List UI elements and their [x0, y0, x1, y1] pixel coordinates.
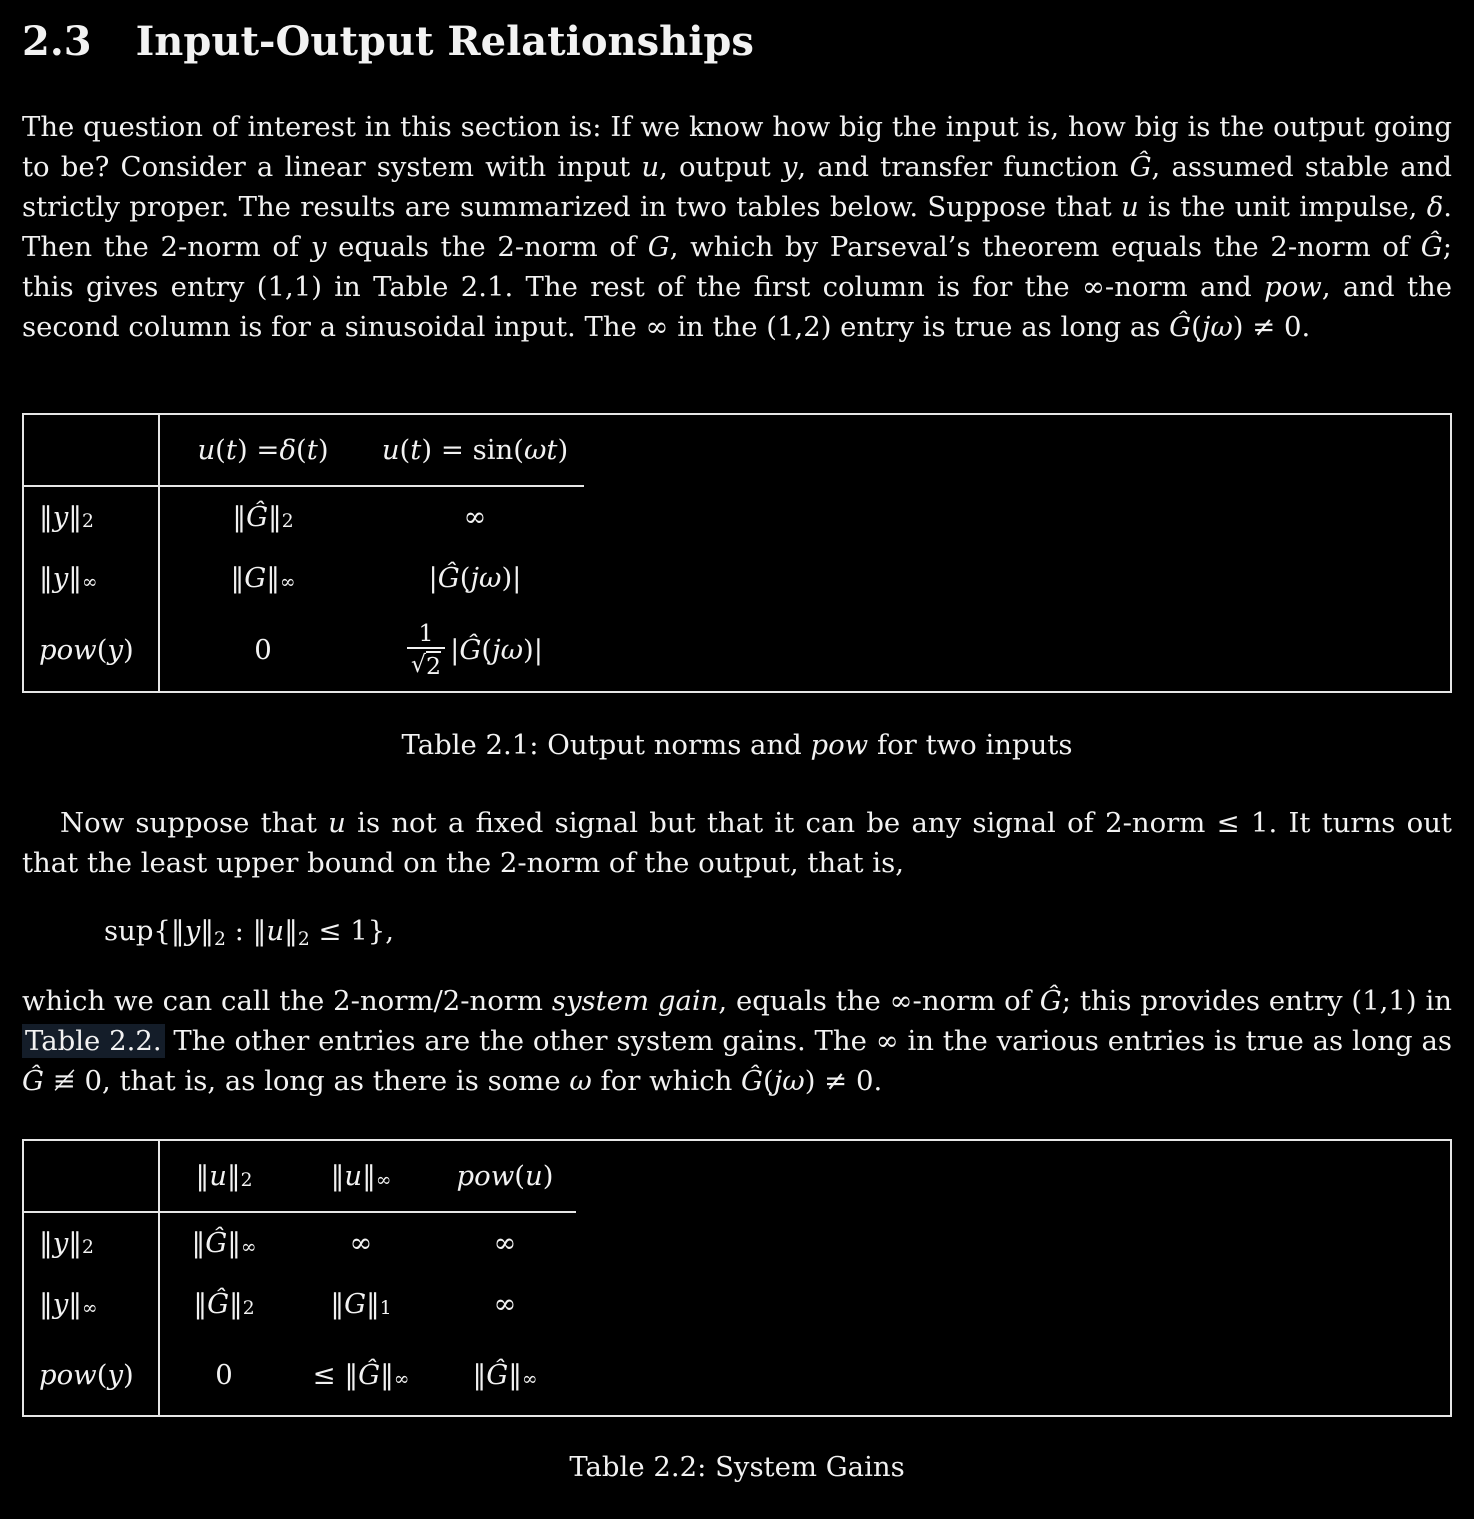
table-row-label: ‖ y ‖ $_2$ [24, 487, 160, 547]
table-cell: ∞ [349, 1227, 373, 1259]
table-cell: ∞ [493, 1288, 517, 1320]
radical-sign: √ [410, 650, 427, 678]
table-2-2-link[interactable]: Table 2.2. [22, 1024, 165, 1058]
table-row-label: pow ( y ) [24, 609, 160, 691]
table-cell: 0 [254, 634, 272, 666]
table-row-label: ‖ y ‖ $_\infty$ [24, 547, 160, 609]
table-row-label: ‖ y ‖ $_\infty$ [24, 1273, 160, 1335]
table-corner-cell [24, 1141, 160, 1213]
section-title: Input-Output Relationships [135, 18, 754, 65]
table-cell: ‖ G ‖ $_\infty$ [230, 562, 296, 594]
table-column-header: pow ( u ) [434, 1141, 576, 1213]
radical-argument: 2 [426, 652, 442, 680]
table-column-header: ‖ u ‖ $_2$ [160, 1141, 288, 1213]
table-column-header: ‖ u ‖ $_\infty$ [288, 1141, 434, 1213]
paragraph-system-gain: which we can call the 2-norm/2-norm system gain, equals the ∞-norm of Ĝ; this provides entry (1,1) in Table 2.2. The other entries are the other system gains. The ∞ in the various entries is true as long as Ĝ ≢ 0, that is, as long as there is some ω for which Ĝ(jω) ≠ 0. [22, 985, 1452, 1097]
fraction-denominator [407, 647, 445, 680]
display-formula: $sup\{‖y‖_2$ : $‖u‖_2 \le 1$}, [104, 915, 394, 951]
table-cell-fraction [366, 609, 584, 691]
table-cell: ‖ Ĝ ‖ $_2$ [193, 1288, 255, 1320]
table-row-label: ‖ y ‖ $_2$ [24, 1213, 160, 1273]
table-column-header: u ( t ) = sin( ωt ) [366, 415, 584, 487]
section-heading [22, 18, 1452, 65]
table-cell: ‖ G ‖ $_1$ [330, 1288, 392, 1320]
table-cell: ‖ Ĝ ‖ $_\infty$ [472, 1359, 538, 1391]
table-cell: ‖ Ĝ ‖ $_\infty$ [191, 1227, 257, 1259]
table-cell: | Ĝ ( jω )| [428, 562, 522, 594]
output-norms-table [22, 413, 1452, 693]
fraction-rest: |Ĝ(jω)| [450, 634, 544, 666]
table-column-header: u ( t ) = δ ( t ) [160, 415, 366, 487]
paragraph-now-suppose: Now suppose that u is not a fixed signal but that it can be any signal of 2-norm ≤ 1. It turns out that the least upper bound on the 2-norm of the output, that is, [22, 807, 1452, 879]
table-corner-cell [24, 415, 160, 487]
table-cell: 0 [215, 1359, 233, 1391]
table-cell: ∞ [463, 501, 487, 533]
table-cell: ∞ [493, 1227, 517, 1259]
table-row-label: pow ( y ) [24, 1335, 160, 1415]
fraction [407, 620, 445, 680]
table-2-1-caption: Table 2.1: Output norms and pow for two inputs [401, 729, 1073, 761]
table-cell: ‖ Ĝ ‖ $_2$ [232, 501, 294, 533]
system-gains-table [22, 1139, 1452, 1417]
section-number: 2.3 [22, 18, 92, 65]
table-2-2-caption: Table 2.2: System Gains [569, 1451, 905, 1483]
table-cell: ≤ ‖ Ĝ ‖ $_\infty$ [312, 1359, 410, 1391]
paragraph-intro: The question of interest in this section is: If we know how big the input is, how big is the output going to be? Consider a linear system with input u, output y, and transfer function Ĝ, assumed stable and strictly proper. The results are summarized in two tables below. Suppose that u is the unit impulse, δ. Then the 2-norm of y equals the 2-norm of G, which by Parseval’s theorem equals the 2-norm of Ĝ; this gives entry (1,1) in Table 2.1. The rest of the first column is for the ∞-norm and pow, and the second column is for a sinusoidal input. The ∞ in the (1,2) entry is true as long as Ĝ(jω) ≠ 0. [22, 111, 1452, 343]
fraction-numerator: 1 [418, 618, 434, 647]
